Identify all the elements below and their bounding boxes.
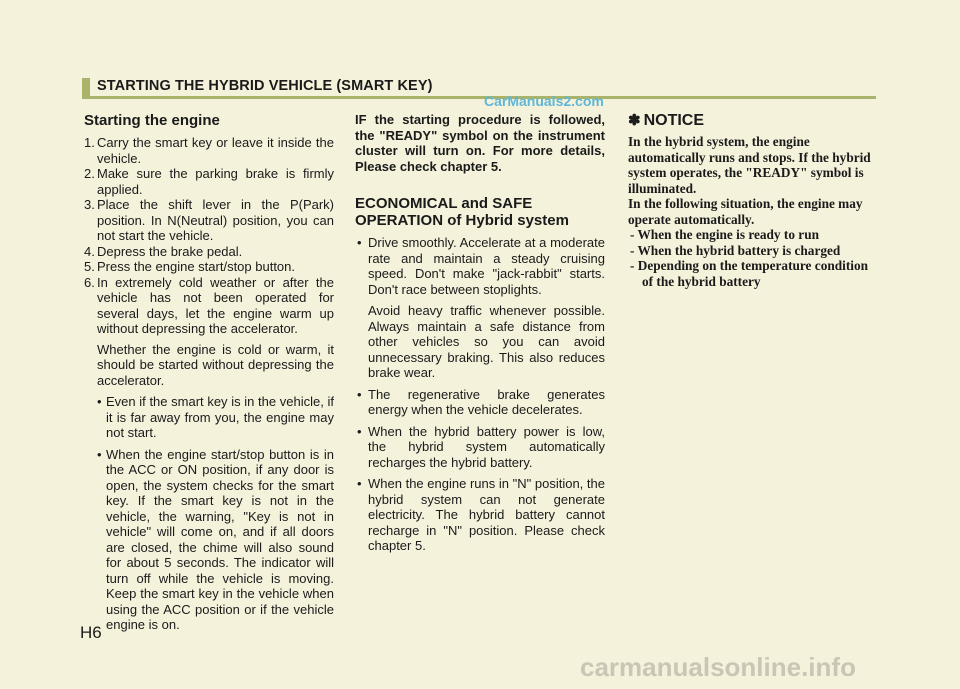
item-text: When the engine runs in "N" position, the hybrid system can not generate electricity. The hybrid battery cannot recharge in "N" position. Please check chapter 5. (368, 476, 605, 553)
step-number: 2. (84, 166, 95, 181)
ready-symbol-intro: IF the starting procedure is followed, the "READY" symbol on the instrument cluster will turn on. For more details, Please check chapter 5. (355, 112, 605, 174)
step-item (84, 259, 334, 275)
step6-note: Whether the engine is cold or warm, it should be started without depressing the accelerator. (97, 341, 334, 388)
notice-title (628, 112, 878, 130)
notice-paragraph: In the following situation, the engine may operate automatically. (628, 196, 863, 227)
economical-list (355, 235, 605, 554)
step-number: 6. (84, 274, 95, 290)
step-text: Place the shift lever in the P(Park) position. In N(Neutral) position, you can not start the vehicle. (97, 197, 334, 243)
notice-star-icon: ✽ (628, 112, 641, 129)
starting-engine-heading: Starting the engine (84, 112, 220, 129)
notice-dash-item: - Depending on the temperature condition of the hybrid battery (630, 258, 868, 289)
step-text: Carry the smart key or leave it inside the vehicle. (97, 135, 334, 166)
column-economical (355, 112, 605, 560)
step-number: 1. (84, 135, 95, 150)
notice-label: NOTICE (643, 112, 705, 129)
section-title: STARTING THE HYBRID VEHICLE (SMART KEY) (97, 78, 433, 94)
watermark-bottom[interactable]: carmanualsonline.info (580, 652, 856, 682)
list-item (355, 424, 605, 471)
item-text: Drive smoothly. Accelerate at a moderate rate and maintain a steady cruising speed. Don't make "jack-rabbit" starts. Don't race between stoplights. (368, 235, 605, 297)
step-item (84, 275, 334, 337)
notice-dash-item: - When the hybrid battery is charged (630, 242, 841, 258)
step-text: Make sure the parking brake is firmly applied. (97, 166, 334, 197)
step-item (84, 244, 334, 260)
column-notice (628, 112, 878, 289)
header-accent-bar (82, 78, 90, 96)
step-item (84, 197, 334, 244)
step-number: 5. (84, 259, 95, 274)
page-number: H6 (80, 623, 102, 642)
item-text: When the hybrid battery power is low, the hybrid system automatically recharges the hybrid battery. (368, 423, 605, 470)
step-item (84, 166, 334, 197)
list-item (355, 476, 605, 554)
column-starting-engine (84, 112, 334, 639)
step-number: 4. (84, 243, 95, 259)
watermark-top[interactable]: CarManuals2.com (484, 93, 604, 109)
bullet-item: • Even if the smart key is in the vehicle, if it is far away from you, the engine may not start. (97, 394, 334, 441)
bullet-item: • When the engine start/stop button is in the ACC or ON position, if any door is open, the system checks for the smart key. If the smart key is not in the vehicle, the warning, "Key is not in vehicle" will come on, and if all doors are closed, the chime will also sound for about 5 seconds. The indicator will turn off while the vehicle is moving. Keep the smart key in the vehicle when using the ACC position or if the vehicle engine is on. (97, 447, 334, 633)
step-text: Depress the brake pedal. (97, 243, 243, 259)
economical-heading: ECONOMICAL and SAFE OPERATION of Hybrid system (355, 195, 569, 229)
step-item (84, 135, 334, 166)
step-number: 3. (84, 197, 95, 212)
starting-steps-list (84, 135, 334, 337)
item-extra: Avoid heavy traffic whenever possible. Always maintain a safe distance from other vehicles so you can avoid unnecessary braking. This also reduces brake wear. (368, 303, 605, 380)
notice-paragraph: In the hybrid system, the engine automatically runs and stops. If the hybrid system operates, the "READY" symbol is illuminated. (628, 134, 871, 196)
step-text: Press the engine start/stop button. (97, 259, 296, 274)
notice-body (628, 134, 878, 289)
item-text: The regenerative brake generates energy when the vehicle decelerates. (368, 386, 605, 417)
notice-dash-item: - When the engine is ready to run (630, 227, 820, 242)
section-header (82, 78, 876, 99)
list-item (355, 235, 605, 381)
step-text: In extremely cold weather or after the vehicle has not been operated for several days, let the engine warm up without depressing the accelerator. (97, 274, 334, 336)
list-item (355, 387, 605, 418)
smart-key-notes (97, 394, 334, 633)
